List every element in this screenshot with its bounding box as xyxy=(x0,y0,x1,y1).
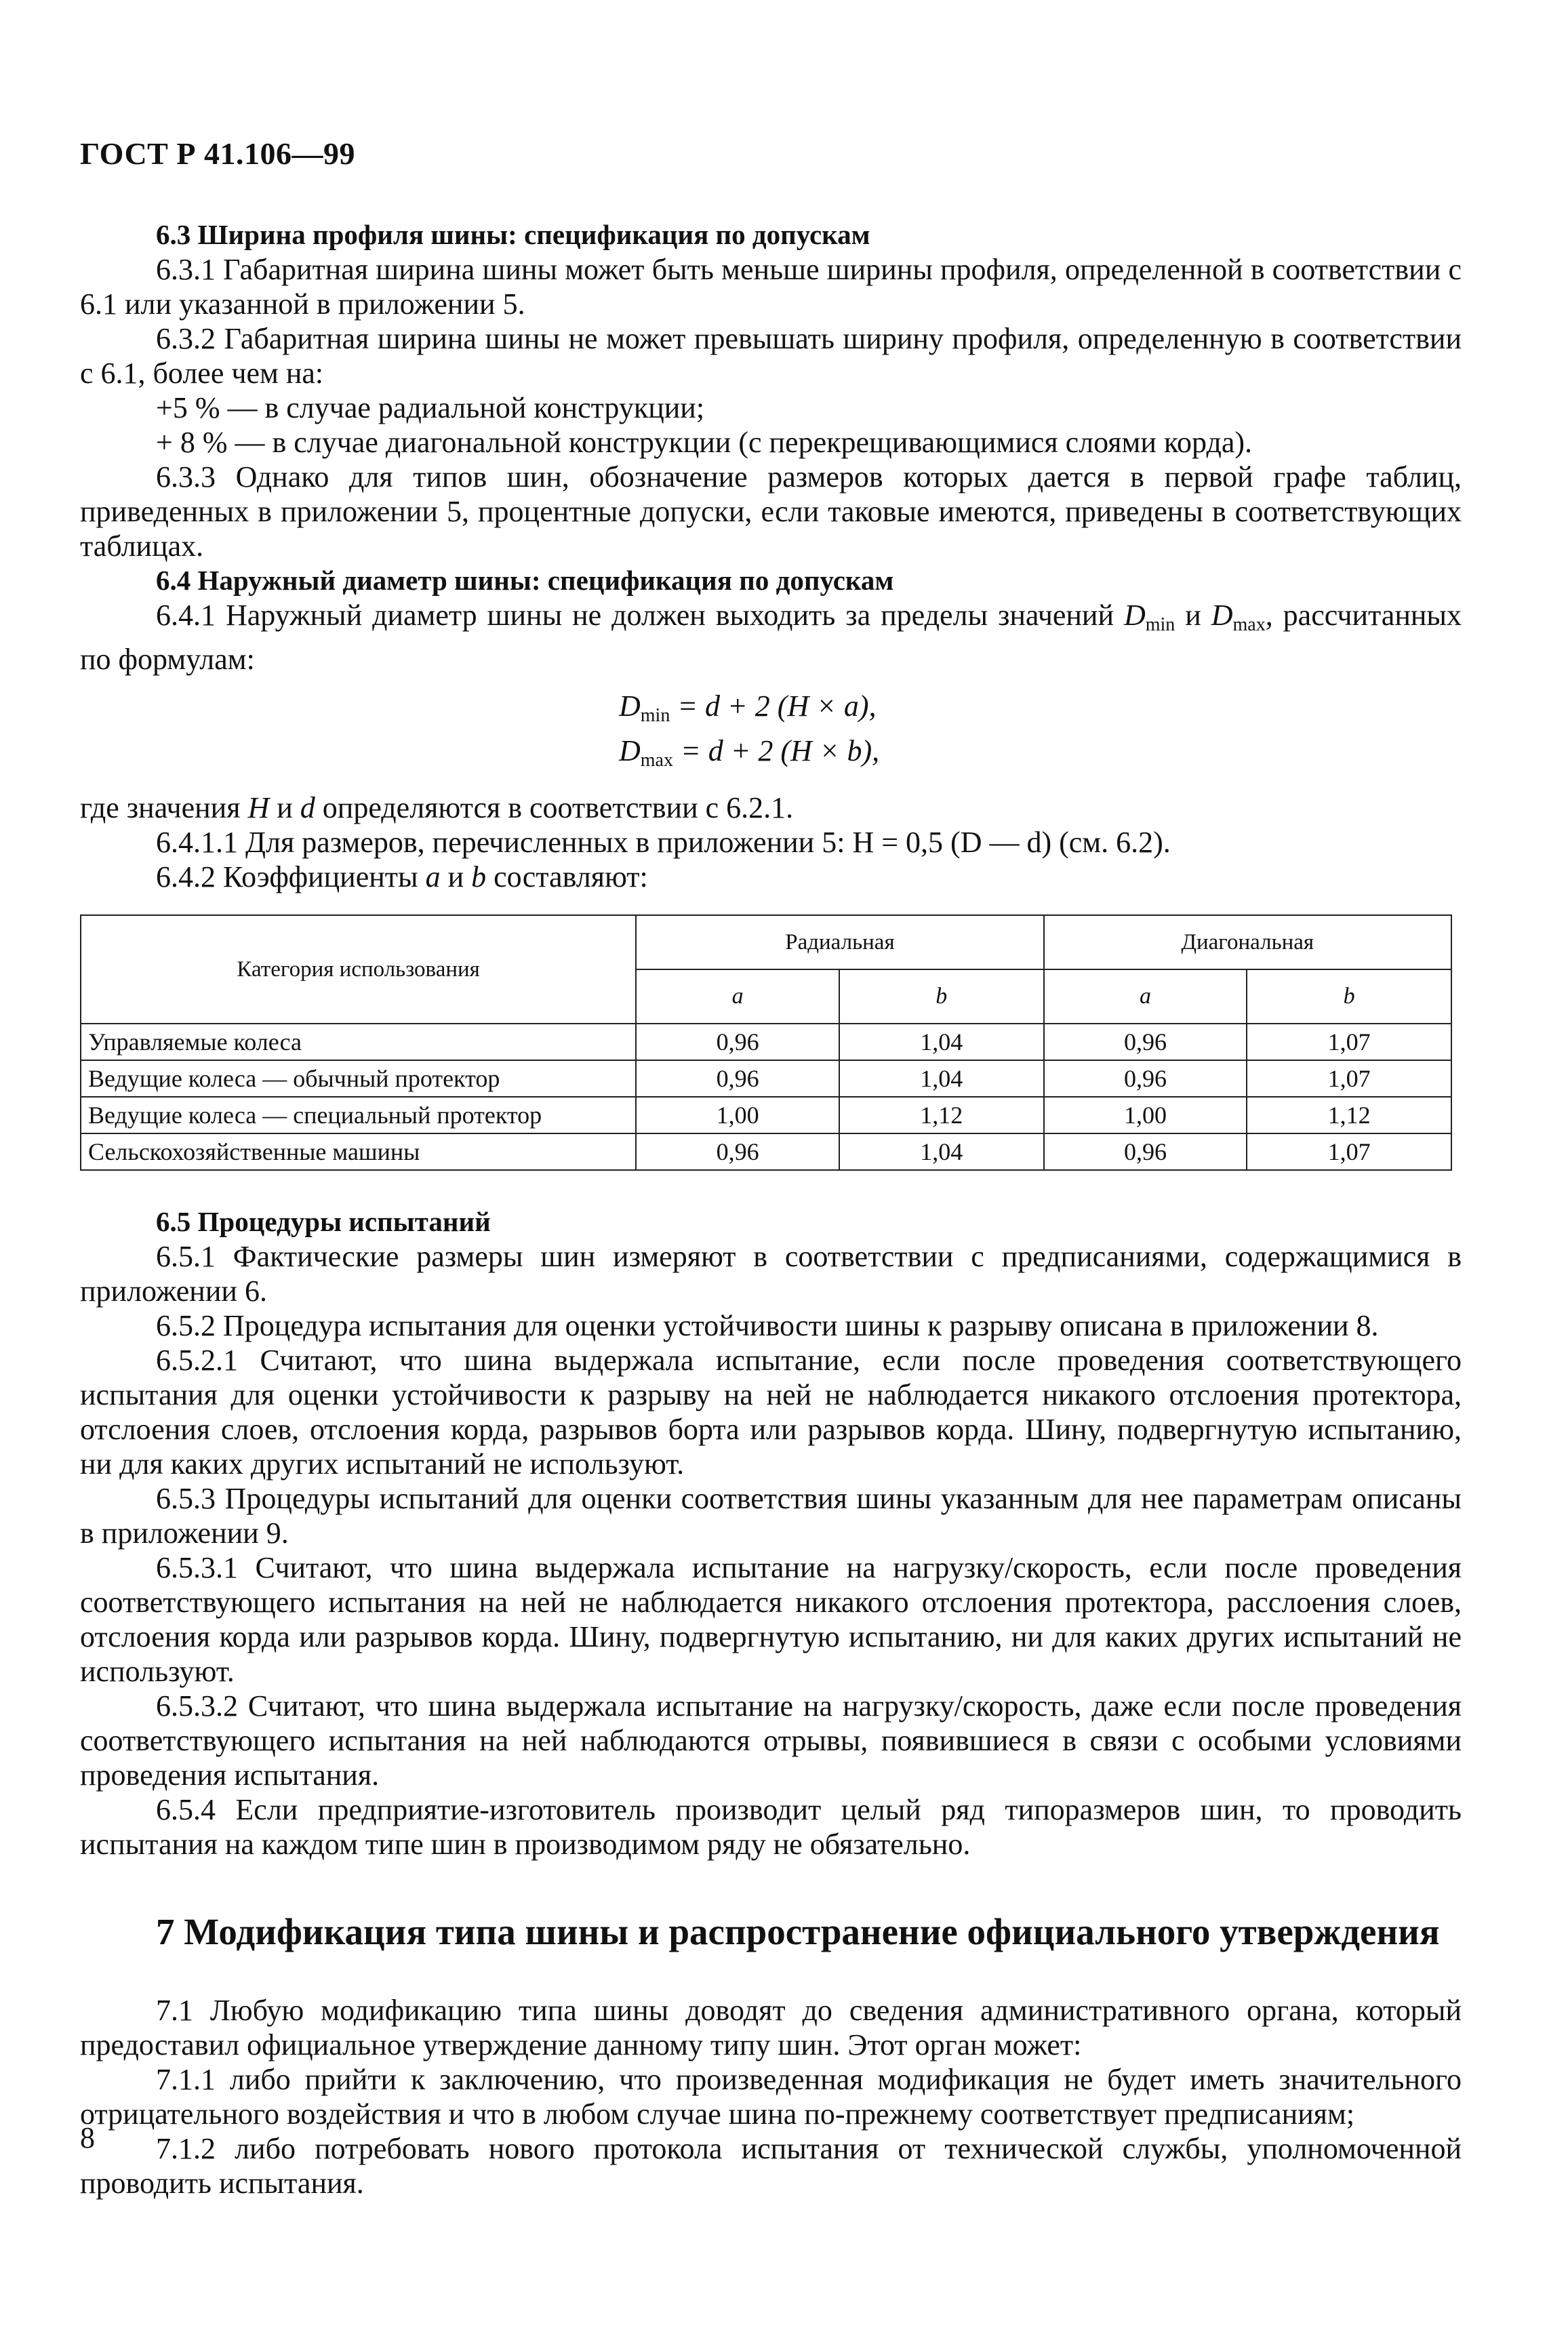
paragraph-6-3-3: 6.3.3 Однако для типов шин, обозначение размеров которых дается в первой графе таблиц, приведенных в приложении 5, процентные допуски, если таковые имеются, приведены в соответствующих таблицах. xyxy=(80,460,1462,563)
text-fragment: , рассчитанных по формулам: xyxy=(80,599,1462,676)
subscript-min: min xyxy=(1145,614,1175,635)
header-radial: Радиальная xyxy=(636,915,1043,969)
table-row xyxy=(81,1133,1451,1170)
cell-diagonal-b: 1,07 xyxy=(1247,1060,1451,1097)
symbol-a: a xyxy=(425,860,441,893)
cell-diagonal-a: 0,96 xyxy=(1044,1060,1247,1097)
symbol-d: D xyxy=(1123,599,1146,632)
paragraph-6-5-1: 6.5.1 Фактические размеры шин измеряют в соответствии с предписаниями, содержащимися в приложении 6. xyxy=(80,1240,1462,1308)
page-content xyxy=(80,136,1462,2200)
cell-radial-b: 1,04 xyxy=(839,1133,1044,1170)
cell-radial-a: 0,96 xyxy=(636,1133,839,1170)
subscript-min: min xyxy=(640,705,670,726)
text-fragment: и xyxy=(1175,599,1211,632)
text-fragment: где значения xyxy=(80,791,248,824)
formula-dmin xyxy=(619,689,1462,733)
symbol-d: D xyxy=(619,689,641,723)
paragraph-7-1: 7.1 Любую модификацию типа шины доводят до сведения административного органа, который предоставил официальное утверждение данному типу шин. Этот орган может: xyxy=(80,1994,1462,2061)
symbol-h: H xyxy=(247,791,270,824)
cell-radial-a: 1,00 xyxy=(636,1097,839,1133)
cell-diagonal-a: 1,00 xyxy=(1044,1097,1247,1133)
cell-category: Сельскохозяйственные машины xyxy=(81,1133,636,1170)
formula-block xyxy=(619,689,1462,778)
cell-diagonal-a: 0,96 xyxy=(1044,1133,1247,1170)
section-6-3-title: 6.3 Ширина профиля шины: спецификация по допускам xyxy=(156,219,870,250)
text-fragment: 6.4.2 Коэффициенты xyxy=(156,860,426,893)
text-fragment: и xyxy=(269,791,300,824)
cell-diagonal-b: 1,12 xyxy=(1247,1097,1451,1133)
symbol-small-d: d xyxy=(300,791,315,824)
table-row xyxy=(81,1097,1451,1133)
paragraph-6-3-1: 6.3.1 Габаритная ширина шины может быть меньше ширины профиля, определенной в соответствии с 6.1 или указанной в приложении 5. xyxy=(80,253,1462,321)
text-fragment: 6.4.1 Наружный диаметр шины не должен выходить за пределы значений xyxy=(156,599,1124,632)
document-header: ГОСТ Р 41.106—99 xyxy=(80,136,355,171)
page-number: 8 xyxy=(80,2121,95,2154)
cell-diagonal-b: 1,07 xyxy=(1247,1024,1451,1060)
cell-diagonal-b: 1,07 xyxy=(1247,1133,1451,1170)
coefficients-table xyxy=(80,914,1452,1171)
header-diagonal-a: a xyxy=(1044,969,1247,1024)
paragraph-6-4-2 xyxy=(80,860,1462,894)
paragraph-6-5-4: 6.5.4 Если предприятие-изготовитель производит целый ряд типоразмеров шин, то проводить испытания на каждом типе шин в производимом ряду не обязательно. xyxy=(80,1793,1462,1861)
subscript-max: max xyxy=(1232,614,1266,635)
table-header-row xyxy=(81,915,1451,969)
tolerance-radial: +5 % — в случае радиальной конструкции; xyxy=(156,391,705,424)
table-row xyxy=(81,1024,1451,1060)
cell-category: Ведущие колеса — специальный протектор xyxy=(81,1097,636,1133)
section-6-4-title: 6.4 Наружный диаметр шины: спецификация по допускам xyxy=(156,565,894,596)
paragraph-7-1-2: 7.1.2 либо потребовать нового протокола испытания от технической службы, уполномоченной проводить испытания. xyxy=(80,2132,1462,2200)
section-7-title: 7 Модификация типа шины и распространение официального утверждения xyxy=(156,1911,1440,1952)
header-radial-a: a xyxy=(636,969,839,1024)
paragraph-6-3-2: 6.3.2 Габаритная ширина шины не может превышать ширину профиля, определенную в соответствии с 6.1, более чем на: xyxy=(80,322,1462,390)
header-radial-b: b xyxy=(839,969,1044,1024)
paragraph-6-5-3-2: 6.5.3.2 Считают, что шина выдержала испытание на нагрузку/скорость, даже если после проведения соответствующего испытания на ней наблюдаются отрывы, появившиеся в связи с особыми условиями проведения испытания. xyxy=(80,1689,1462,1792)
tolerance-diagonal: + 8 % — в случае диагональной конструкции (с перекрещивающимися слоями корда). xyxy=(156,426,1253,459)
paragraph-6-4-1-1: 6.4.1.1 Для размеров, перечисленных в приложении 5: H = 0,5 (D — d) (см. 6.2). xyxy=(156,826,1171,859)
cell-radial-a: 0,96 xyxy=(636,1024,839,1060)
table-row xyxy=(81,1060,1451,1097)
symbol-b: b xyxy=(471,860,487,893)
paragraph-6-5-3-1: 6.5.3.1 Считают, что шина выдержала испытание на нагрузку/скорость, если после проведения соответствующего испытания на ней не наблюдается никакого отслоения протектора, расслоения слоев, отслоения корда или разрывов корда. Шину, подвергнутую испытанию, ни для каких других испытаний не используют. xyxy=(80,1551,1462,1688)
cell-radial-b: 1,04 xyxy=(839,1060,1044,1097)
formula-where xyxy=(80,790,1462,825)
cell-category: Управляемые колеса xyxy=(81,1024,636,1060)
paragraph-6-4-1 xyxy=(80,598,1462,677)
symbol-d: D xyxy=(1211,599,1233,632)
header-diagonal: Диагональная xyxy=(1044,915,1451,969)
paragraph-6-5-3: 6.5.3 Процедуры испытаний для оценки соответствия шины указанным для нее параметрам описаны в приложении 9. xyxy=(80,1482,1462,1550)
cell-radial-b: 1,04 xyxy=(839,1024,1044,1060)
formula-rest: = d + 2 (H × b), xyxy=(673,734,880,767)
subscript-max: max xyxy=(640,750,673,771)
text-fragment: составляют: xyxy=(486,860,648,893)
header-diagonal-b: b xyxy=(1247,969,1451,1024)
cell-category: Ведущие колеса — обычный протектор xyxy=(81,1060,636,1097)
formula-dmax xyxy=(619,733,1462,778)
text-fragment: и xyxy=(440,860,472,893)
header-category: Категория использования xyxy=(81,915,636,1024)
text-fragment: определяются в соответствии с 6.2.1. xyxy=(315,791,794,824)
cell-diagonal-a: 0,96 xyxy=(1044,1024,1247,1060)
formula-rest: = d + 2 (H × a), xyxy=(670,689,877,723)
symbol-d: D xyxy=(619,734,641,767)
paragraph-7-1-1: 7.1.1 либо прийти к заключению, что произведенная модификация не будет иметь значительного отрицательного воздействия и что в любом случае шина по-прежнему соответствует предписаниям; xyxy=(80,2063,1462,2131)
paragraph-6-5-2: 6.5.2 Процедура испытания для оценки устойчивости шины к разрыву описана в приложении 8. xyxy=(156,1309,1379,1342)
cell-radial-b: 1,12 xyxy=(839,1097,1044,1133)
cell-radial-a: 0,96 xyxy=(636,1060,839,1097)
paragraph-6-5-2-1: 6.5.2.1 Считают, что шина выдержала испытание, если после проведения соответствующего испытания для оценки устойчивости к разрыву на ней не наблюдается никакого отслоения протектора, отслоения слоев, отслоения корда, разрывов борта или разрывов корда. Шину, подвергнутую испытанию, ни для каких других испытаний не используют. xyxy=(80,1344,1462,1481)
section-6-5-title: 6.5 Процедуры испытаний xyxy=(156,1206,491,1237)
